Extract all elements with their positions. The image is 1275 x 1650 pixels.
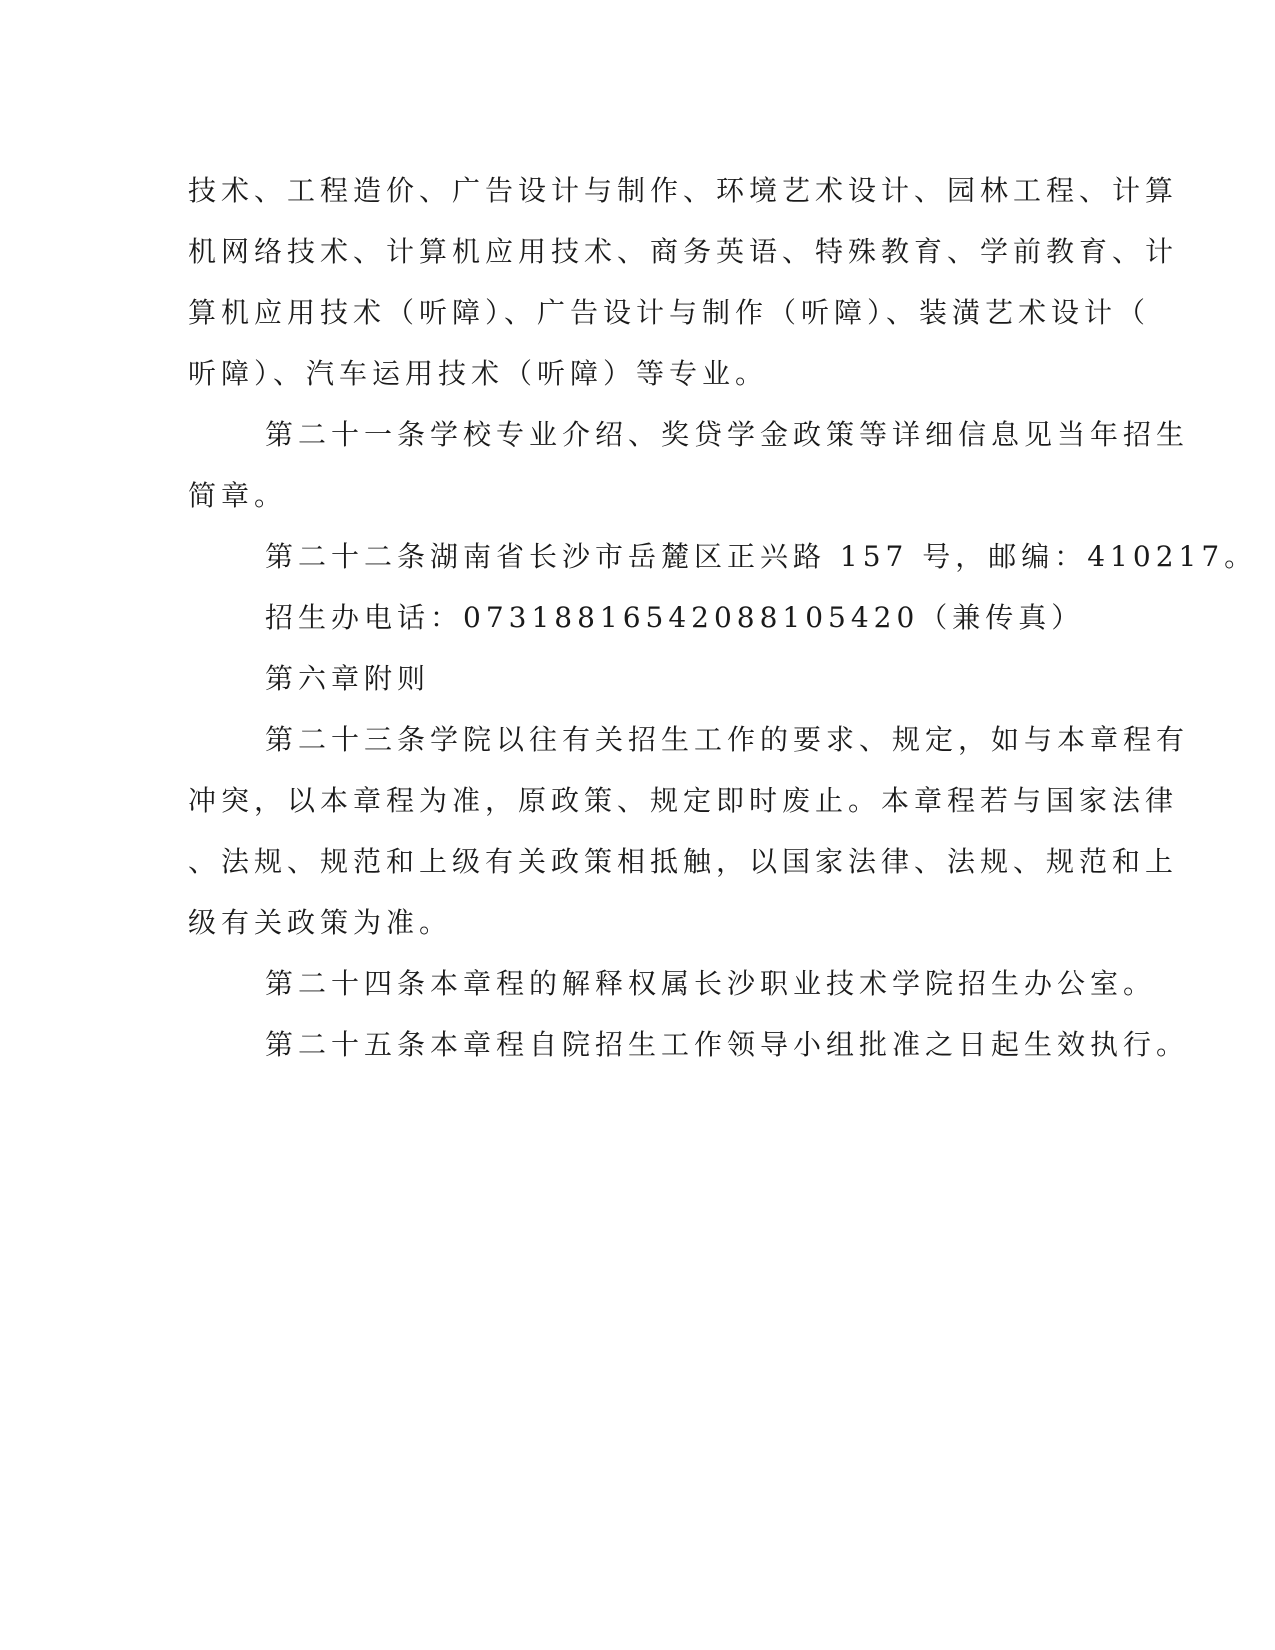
text-line: 、法规、规范和上级有关政策相抵触，以国家法律、法规、规范和上 (188, 845, 1179, 878)
text-line: 冲突，以本章程为准，原政策、规定即时废止。本章程若与国家法律 (188, 784, 1179, 817)
admissions-phone: 招生办电话：07318816542088105420（兼传真） (265, 601, 1085, 634)
article-25-line: 第二十五条本章程自院招生工作领导小组批准之日起生效执行。 (265, 1028, 1190, 1061)
article-21-line: 第二十一条学校专业介绍、奖贷学金政策等详细信息见当年招生 (265, 418, 1190, 451)
text-line: 技术、工程造价、广告设计与制作、环境艺术设计、园林工程、计算 (188, 174, 1179, 207)
text-line: 机网络技术、计算机应用技术、商务英语、特殊教育、学前教育、计 (188, 235, 1179, 268)
text-line: 级有关政策为准。 (188, 906, 453, 939)
chapter-heading: 第六章附则 (265, 662, 431, 695)
body-text (188, 160, 1258, 1075)
article-23-line: 第二十三条学院以往有关招生工作的要求、规定，如与本章程有 (265, 723, 1190, 756)
text-line: 算机应用技术（听障）、广告设计与制作（听障）、装潢艺术设计（ (188, 296, 1151, 329)
article-24-line: 第二十四条本章程的解释权属长沙职业技术学院招生办公室。 (265, 967, 1157, 1000)
article-22-address: 第二十二条湖南省长沙市岳麓区正兴路 157 号，邮编：410217。 (265, 540, 1258, 573)
text-line: 听障）、汽车运用技术（听障）等专业。 (188, 357, 769, 390)
text-line: 简章。 (188, 479, 288, 512)
